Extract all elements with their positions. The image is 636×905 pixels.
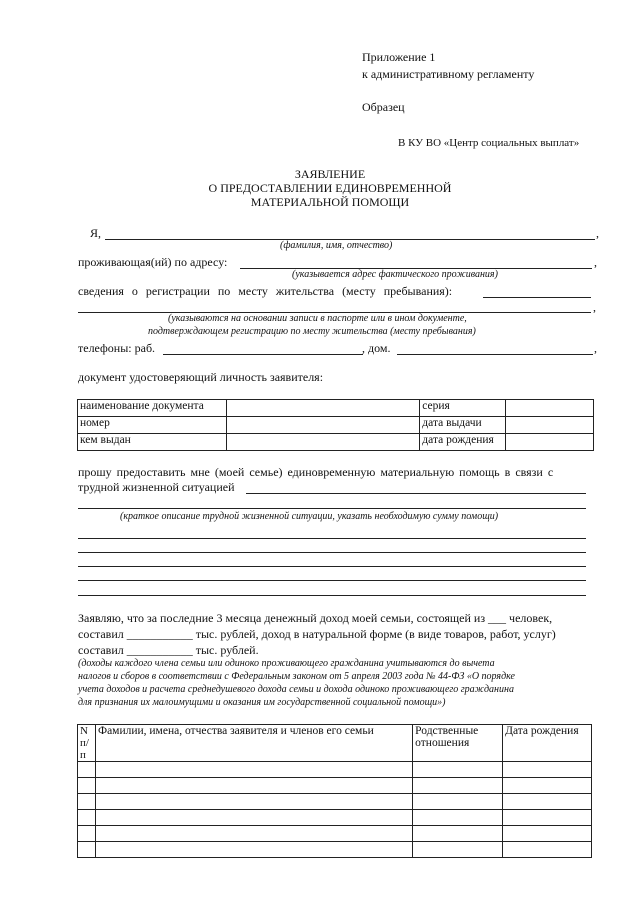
addressee: В КУ ВО «Центр социальных выплат»	[398, 137, 580, 149]
registration-hint-2: подтверждающем регистрацию по месту жительства (месту пребывания)	[148, 326, 476, 337]
table-cell[interactable]	[413, 810, 503, 826]
title-line-3: МАТЕРИАЛЬНОЙ ПОМОЩИ	[250, 195, 410, 209]
sample-label: Образец	[362, 100, 405, 114]
situation-line[interactable]	[78, 595, 586, 596]
table-cell[interactable]	[503, 778, 592, 794]
appendix-number: Приложение 1	[362, 50, 436, 64]
header-cell-birthdate: Дата рождения	[503, 725, 592, 762]
table-cell[interactable]	[503, 826, 592, 842]
table-cell[interactable]	[78, 794, 96, 810]
table-cell: дата рождения	[420, 434, 506, 451]
home-phone-field[interactable]	[397, 354, 593, 355]
situation-field-1[interactable]	[246, 493, 586, 494]
registration-hint-1: (указываются на основании записи в паспорте или в ином документе,	[168, 313, 467, 324]
address-hint: (указывается адрес фактического проживания)	[292, 269, 498, 280]
table-cell[interactable]	[95, 842, 412, 858]
income-note-3: учета доходов и расчета среднедушевого дохода семьи и дохода одиноко проживающего гражданина	[78, 684, 514, 695]
table-cell[interactable]	[503, 842, 592, 858]
appendix-reference: к административному регламенту	[362, 67, 535, 81]
request-line-1: прошу предоставить мне (моей семье) единовременную материальную помощь в связи с	[78, 465, 554, 479]
situation-field-2[interactable]	[78, 508, 586, 509]
table-cell[interactable]	[226, 434, 420, 451]
situation-line[interactable]	[78, 552, 586, 553]
header-cell-relation: Родственные отношения	[413, 725, 503, 762]
header-cell-names: Фамилии, имена, отчества заявителя и членов его семьи	[95, 725, 412, 762]
table-row	[78, 400, 594, 417]
name-comma: ,	[596, 226, 599, 240]
table-row	[78, 810, 592, 826]
table-cell[interactable]	[503, 762, 592, 778]
table-cell: наименование документа	[78, 400, 227, 417]
situation-line[interactable]	[78, 566, 586, 567]
table-cell[interactable]	[506, 434, 594, 451]
phones-label: телефоны: раб.	[78, 341, 156, 355]
table-cell[interactable]	[503, 794, 592, 810]
table-row	[78, 762, 592, 778]
table-cell: серия	[420, 400, 506, 417]
table-cell: дата выдачи	[420, 417, 506, 434]
ya-label: Я,	[90, 226, 102, 240]
work-phone-field[interactable]	[163, 354, 363, 355]
table-row	[78, 417, 594, 434]
table-cell[interactable]	[413, 794, 503, 810]
table-cell[interactable]	[95, 826, 412, 842]
table-cell[interactable]	[78, 826, 96, 842]
table-header-row	[78, 725, 592, 762]
request-hint: (краткое описание трудной жизненной ситуации, указать необходимую сумму помощи)	[120, 511, 499, 522]
table-row	[78, 826, 592, 842]
table-row	[78, 794, 592, 810]
address-label: проживающая(ий) по адресу:	[78, 255, 228, 269]
table-cell[interactable]	[413, 762, 503, 778]
table-cell[interactable]	[503, 810, 592, 826]
table-cell[interactable]	[78, 762, 96, 778]
income-note-2: налогов и сборов в соответствии с Федеральным законом от 5 апреля 2003 года № 44-ФЗ «О порядке	[78, 671, 515, 682]
address-comma: ,	[594, 255, 597, 269]
table-row	[78, 434, 594, 451]
table-cell[interactable]	[413, 842, 503, 858]
table-cell[interactable]	[78, 810, 96, 826]
income-line-3: составил ___________ тыс. рублей.	[78, 643, 259, 657]
table-cell[interactable]	[413, 826, 503, 842]
table-cell: кем выдан	[78, 434, 227, 451]
table-cell[interactable]	[95, 810, 412, 826]
name-hint: (фамилия, имя, отчество)	[280, 240, 393, 251]
registration-field-1[interactable]	[483, 297, 591, 298]
table-cell[interactable]	[226, 400, 420, 417]
table-row	[78, 842, 592, 858]
registration-comma: ,	[593, 300, 596, 314]
table-cell[interactable]	[506, 417, 594, 434]
situation-line[interactable]	[78, 538, 586, 539]
income-note-4: для признания их малоимущими и оказания им государственной социальной помощи»)	[78, 697, 446, 708]
id-document-table	[77, 399, 594, 451]
income-note-1: (доходы каждого члена семьи или одиноко проживающего гражданина учитываются до вычета	[78, 658, 495, 669]
table-cell: номер	[78, 417, 227, 434]
id-doc-label: документ удостоверяющий личность заявителя:	[78, 370, 324, 384]
table-cell[interactable]	[78, 842, 96, 858]
home-phone-label: , дом.	[362, 341, 391, 355]
table-cell[interactable]	[78, 778, 96, 794]
request-line-2: трудной жизненной ситуацией	[78, 480, 235, 494]
table-cell[interactable]	[226, 417, 420, 434]
registration-label: сведения о регистрации по месту жительства (месту пребывания):	[78, 284, 453, 298]
header-cell-number: N п/п	[78, 725, 96, 762]
income-line-1: Заявляю, что за последние 3 месяца денежный доход моей семьи, состоящей из ___ человек,	[78, 611, 553, 625]
income-line-2: составил ___________ тыс. рублей, доход в натуральной форме (в виде товаров, работ, услуг)	[78, 627, 556, 641]
family-members-table	[77, 724, 592, 858]
title-line-2: О ПРЕДОСТАВЛЕНИИ ЕДИНОВРЕМЕННОЙ	[208, 181, 452, 195]
phones-comma: ,	[594, 341, 597, 355]
table-cell[interactable]	[95, 762, 412, 778]
situation-line[interactable]	[78, 580, 586, 581]
table-row	[78, 778, 592, 794]
table-cell[interactable]	[95, 778, 412, 794]
table-cell[interactable]	[413, 778, 503, 794]
table-cell[interactable]	[506, 400, 594, 417]
table-cell[interactable]	[95, 794, 412, 810]
title-line-1: ЗАЯВЛЕНИЕ	[294, 167, 366, 181]
